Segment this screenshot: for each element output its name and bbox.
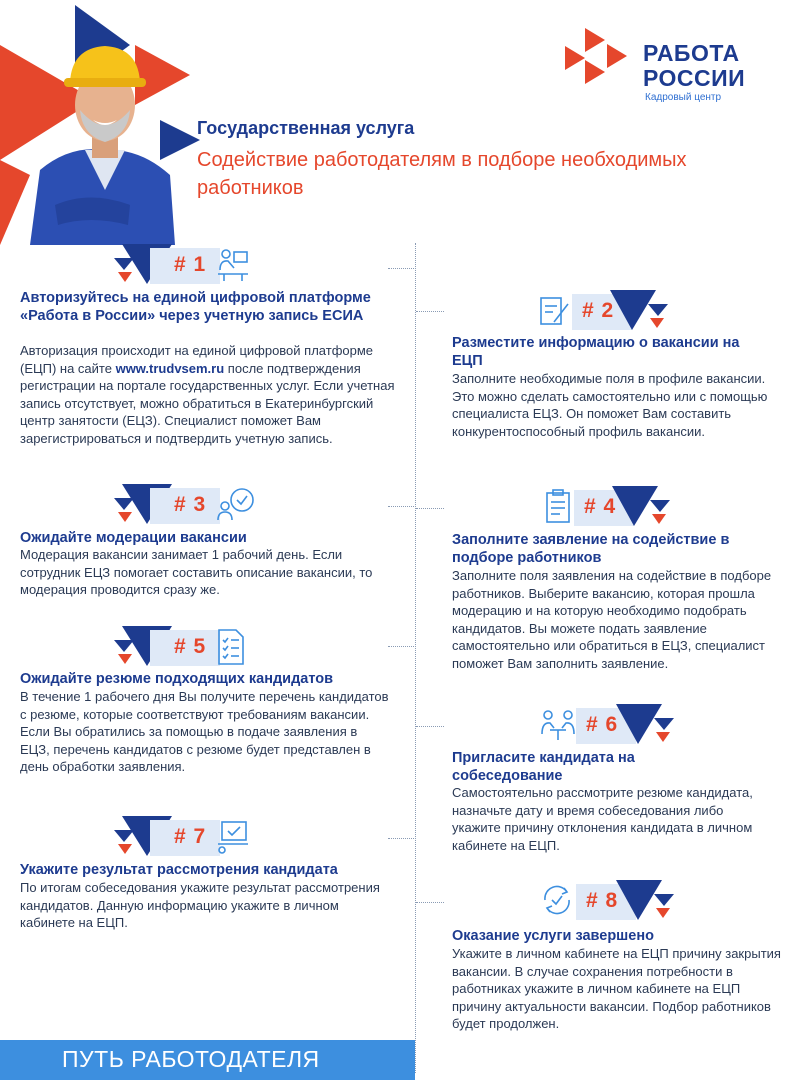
step-1-text [20,342,395,447]
checklist-document-icon [216,628,246,666]
clipboard-form-icon [544,488,574,524]
step-4-text: Заполните поля заявления на содействие в подборе работников. Выберите вакансию, которая прошла модерацию и на которую необходимо подобрать кандидатов. Вы можете подать заявление самостоятельно или обратиться в ЕЦЗ, специалист поможет Вам заполнить заявление. [452,568,772,671]
timeline-tick [388,506,416,507]
hero-worker-illustration [0,0,200,245]
timeline-tick [388,268,416,269]
timeline-tick [416,726,444,727]
step-2-badge [538,290,668,334]
step-3-number: # 3 [174,493,207,516]
step-1-badge [112,244,252,288]
badge-triangles-icon [616,880,676,924]
timeline-tick [416,508,444,509]
person-at-computer-icon [216,246,250,282]
step-3-title: Ожидайте модерации вакансии [20,530,247,546]
step-7-badge [112,816,262,860]
step-8-badge [540,880,680,924]
timeline-line [415,243,416,1073]
trudvsem-link[interactable]: www.trudvsem.ru [115,360,225,376]
step-2-title: Разместите информацию о вакансии на ЕЦП [452,335,740,369]
step-1-text-after: после подтверждения регистрации на портале государственных услуг. Если учетная запись отсутствует, можно обратиться в Екатеринбургский центр занятости (ЕЦЗ). Специалист поможет Вам зарегистрироваться и подтвердить учетную запись. [20,360,395,446]
badge-triangles-icon [616,704,676,748]
footer-label: ПУТЬ РАБОТОДАТЕЛЯ [62,1046,320,1072]
step-3-text: Модерация вакансии занимает 1 рабочий день. Если сотрудник ЕЦЗ помогает составить описание вакансии, то модерация проводится сразу же. [20,547,373,597]
cycle-check-icon [540,882,574,918]
step-5-text: В течение 1 рабочего дня Вы получите перечень кандидатов с резюме, которые соответствуют требованиям вакансии. Если Вы обратились за помощью в подаче заявления в ЕЦЗ, перечень кандидатов с резюме будет представлен в день обработки заявления. [20,689,389,774]
badge-triangles-icon [612,486,672,530]
rabota-rossii-logo [563,26,763,106]
badge-triangles-icon [610,290,670,334]
document-pen-icon [538,292,570,328]
step-7-text: По итогам собеседования укажите результат рассмотрения кандидатов. Данную информацию укажите в личном кабинете на ЕЦП. [20,880,380,930]
step-5-title: Ожидайте резюме подходящих кандидатов [20,671,334,687]
service-type-title: Государственная услуга [197,118,415,138]
step-5-badge [112,626,262,670]
step-4-badge [544,486,674,530]
step-7-number: # 7 [174,825,207,848]
step-1-title: Авторизуйтесь на единой цифровой платформе «Работа в России» через учетную запись ЕСИА [20,290,371,324]
timeline-tick [388,646,416,647]
interview-people-icon [540,706,576,742]
logo-line-2: РОССИИ [643,65,746,91]
service-name: Содействие работодателям в подборе необходимых работников [197,149,687,199]
step-8-text: Укажите в личном кабинете на ЕЦП причину закрытия вакансии. В случае сохранения потребности в работниках укажите в личном кабинете на ЕЦП причину актуальности вакансии. Подбор работников будет продолжен. [452,946,781,1031]
logo-line-1: РАБОТА [643,40,740,66]
timeline-tick [416,311,444,312]
step-6-badge [540,704,680,748]
step-4-title: Заполните заявление на содействие в подборе работников [452,532,730,566]
timeline-tick [388,838,416,839]
step-8-number: # 8 [586,889,619,912]
moderation-person-check-icon [216,486,256,522]
step-4-number: # 4 [584,495,617,518]
logo-subtitle: Кадровый центр [645,92,722,103]
step-6-title: Пригласите кандидата на собеседование [452,750,635,784]
logo-mark-icon [563,26,633,86]
step-1-number: # 1 [174,253,207,276]
step-6-number: # 6 [586,713,619,736]
step-1-text-before: Авторизация происходит на единой цифровой платформе (ЕЦП) на сайте [20,343,374,376]
step-3-badge [112,484,262,528]
timeline-tick [416,902,444,903]
step-7-title: Укажите результат рассмотрения кандидата [20,862,338,878]
step-8-title: Оказание услуги завершено [452,928,654,944]
laptop-check-icon [216,818,250,854]
step-2-number: # 2 [582,299,615,322]
step-2-text: Заполните необходимые поля в профиле вакансии. Это можно сделать самостоятельно или с помощью специалиста ЕЦЗ. Он поможет Вам составить конкурентоспособный профиль вакансии. [452,371,768,439]
footer-bar [0,1040,415,1080]
step-6-text: Самостоятельно рассмотрите резюме кандидата, назначьте дату и время собеседования либо укажите причину отклонения кандидата в личном кабинете на ЕЦП. [452,785,753,853]
step-5-number: # 5 [174,635,207,658]
